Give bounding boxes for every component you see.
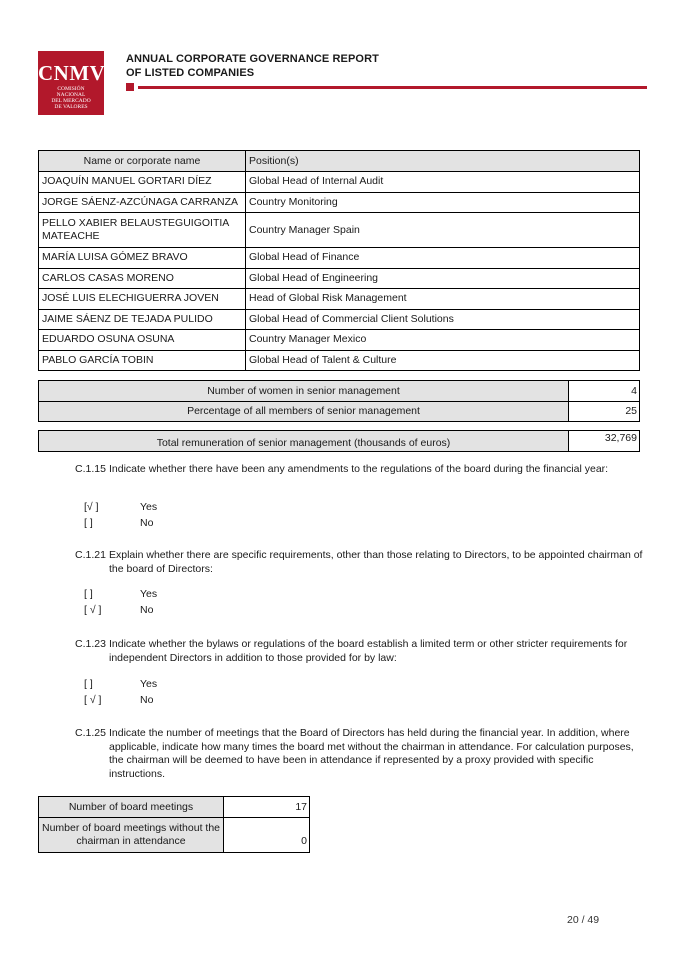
position-cell: Country Monitoring (246, 192, 640, 213)
column-header-name: Name or corporate name (39, 151, 246, 172)
table-row (39, 401, 640, 422)
option-no[interactable] (84, 604, 153, 616)
option-yes[interactable] (84, 588, 157, 600)
position-cell: Global Head of Internal Audit (246, 172, 640, 193)
position-cell: Country Manager Spain (246, 213, 640, 248)
cnmv-logo (38, 51, 104, 115)
page-number: 20 / 49 (567, 914, 600, 926)
option-no[interactable] (84, 517, 153, 529)
option-label: No (140, 517, 154, 529)
board-meetings-value: 17 (224, 797, 310, 818)
question-text: Explain whether there are specific requirements, other than those relating to Directors, to be appointed chairman of the board of Directors: (109, 549, 643, 575)
report-title: ANNUAL CORPORATE GOVERNANCE REPORT OF LISTED COMPANIES (126, 53, 379, 79)
option-label: No (140, 604, 154, 616)
position-cell: Global Head of Talent & Culture (246, 350, 640, 371)
header-accent-line (138, 86, 647, 89)
women-management-table (38, 380, 640, 422)
women-percentage-label: Percentage of all members of senior management (39, 401, 569, 422)
question-number: C.1.25 (75, 727, 106, 739)
question-text: Indicate whether there have been any amendments to the regulations of the board during the financial year: (109, 463, 609, 475)
table-row (39, 213, 640, 248)
position-cell: Country Manager Mexico (246, 330, 640, 351)
remuneration-table (38, 430, 640, 452)
name-cell: CARLOS CASAS MORENO (39, 268, 246, 289)
checkbox[interactable]: [ ] (84, 588, 93, 600)
board-meetings-table (38, 796, 310, 853)
position-cell: Global Head of Commercial Client Solutions (246, 309, 640, 330)
question-number: C.1.15 (75, 463, 106, 475)
table-row (39, 289, 640, 310)
table-row (39, 350, 640, 371)
table-header-row (39, 151, 640, 172)
board-meetings-label: Number of board meetings (39, 797, 224, 818)
checkbox[interactable]: [√ ] (84, 501, 99, 513)
name-cell: EDUARDO OSUNA OSUNA (39, 330, 246, 351)
meetings-without-chairman-label: Number of board meetings without the chairman in attendance (39, 818, 224, 853)
option-yes[interactable] (84, 678, 157, 690)
option-label: Yes (140, 678, 158, 690)
name-cell: JOAQUÍN MANUEL GORTARI DÍEZ (39, 172, 246, 193)
logo-text: CNMV (38, 61, 106, 85)
question-text: Indicate the number of meetings that the Board of Directors has held during the financial year. In addition, where applicable, indicate how many times the board met without the chairman in attendance. For calculation purposes, the chairman will be deemed to have been in attendance if represented by a proxy provided with specific instructions. (109, 727, 634, 780)
women-count-label: Number of women in senior management (39, 381, 569, 402)
senior-management-table (38, 150, 640, 371)
women-count-value: 4 (569, 381, 640, 402)
table-row (39, 248, 640, 269)
women-percentage-value: 25 (569, 401, 640, 422)
header-accent-square (126, 83, 134, 91)
position-cell: Global Head of Engineering (246, 268, 640, 289)
option-label: No (140, 694, 154, 706)
checkbox[interactable]: [ ] (84, 517, 93, 529)
name-cell: JAIME SÁENZ DE TEJADA PULIDO (39, 309, 246, 330)
question-number: C.1.21 (75, 549, 106, 561)
checkbox[interactable]: [ √ ] (84, 604, 102, 616)
checkbox[interactable]: [ ] (84, 678, 93, 690)
table-row (39, 268, 640, 289)
logo-subtext: COMISIÓN NACIONAL DEL MERCADO DE VALORES (51, 86, 91, 110)
question-number: C.1.23 (75, 638, 106, 650)
table-row (39, 381, 640, 402)
position-cell: Head of Global Risk Management (246, 289, 640, 310)
column-header-position: Position(s) (246, 151, 640, 172)
option-yes[interactable] (84, 501, 157, 513)
table-row (39, 172, 640, 193)
name-cell: PELLO XABIER BELAUSTEGUIGOITIA MATEACHE (39, 213, 246, 248)
option-no[interactable] (84, 694, 153, 706)
option-label: Yes (140, 501, 158, 513)
question-text: Indicate whether the bylaws or regulations of the board establish a limited term or other stricter requirements for independent Directors in addition to those provided for by law: (109, 638, 628, 664)
table-row (39, 818, 310, 853)
name-cell: JOSÉ LUIS ELECHIGUERRA JOVEN (39, 289, 246, 310)
option-label: Yes (140, 588, 158, 600)
remuneration-label: Total remuneration of senior management (thousands of euros) (39, 431, 569, 452)
table-row (39, 431, 640, 452)
table-row (39, 309, 640, 330)
name-cell: MARÍA LUISA GÓMEZ BRAVO (39, 248, 246, 269)
position-cell: Global Head of Finance (246, 248, 640, 269)
table-row (39, 797, 310, 818)
table-row (39, 192, 640, 213)
meetings-without-chairman-value: 0 (224, 818, 310, 853)
checkbox[interactable]: [ √ ] (84, 694, 102, 706)
name-cell: PABLO GARCÍA TOBIN (39, 350, 246, 371)
name-cell: JORGE SÁENZ-AZCÚNAGA CARRANZA (39, 192, 246, 213)
table-row (39, 330, 640, 351)
remuneration-value: 32,769 (569, 431, 640, 452)
